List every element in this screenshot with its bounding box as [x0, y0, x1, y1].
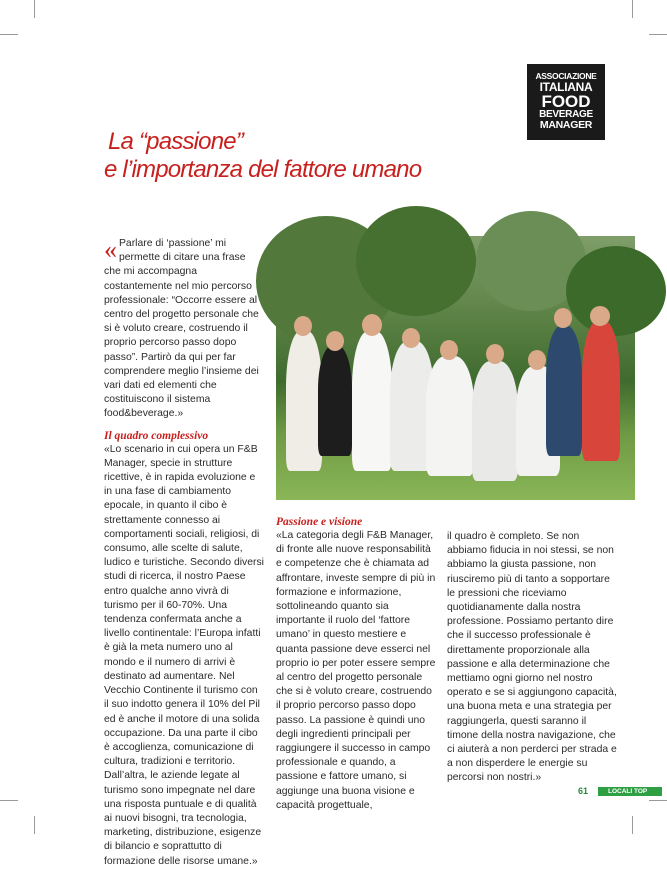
- intro-paragraph: [104, 237, 264, 422]
- text-column-middle: [276, 515, 436, 813]
- text-column-right: [447, 530, 617, 786]
- person-shape: [286, 331, 322, 471]
- crop-mark: [34, 816, 35, 834]
- face-shape: [554, 308, 572, 328]
- group-photo: [276, 236, 635, 500]
- logo-line: FOOD: [541, 91, 591, 111]
- person-shape: [582, 321, 620, 461]
- section-body-passione-part1: «La categoria degli F&B Manager, di fronte alle nuove responsabilità e competenze che è chiamata ad affrontare, investe sempre di più in formazione e informazione, sottolineando quanto sia importante il ruolo del ‘fattore umano’ in questo mestiere e quanta passione deve esserci nel proprio io per poter essere sempre al centro del progetto personale che si è voluto creare, costruendo il proprio percorso passo dopo passo. La passione è quindi uno degli ingredienti principali per raggiungere il successo in campo professionale e quando, a passione e fattore umano, si aggiunge una buona visione e capacità progettuale,: [276, 530, 436, 811]
- logo-line: MANAGER: [539, 118, 593, 131]
- face-shape: [590, 306, 610, 326]
- crop-mark: [0, 800, 18, 801]
- title-line-2: e l’importanza del fattore umano: [104, 156, 422, 183]
- association-logo: [527, 64, 605, 140]
- face-shape: [326, 331, 344, 351]
- text-column-left: [104, 237, 264, 869]
- opening-quote-mark: «: [104, 235, 117, 264]
- section-label: LOCALI TOP: [598, 787, 662, 796]
- crop-mark: [649, 34, 667, 35]
- section-body-quadro: «Lo scenario in cui opera un F&B Manager, specie in strutture ricettive, è in rapida evoluzione e in una fase di cambiamento epocale, in quanto il cibo è strettamente connesso ai comportamenti sociali, religiosi, di consumo, alle scelte di salute, ludico e turistiche. Secondo diversi studi di ricerca, il nostro Paese entro qualche anno vivrà di turismo per il 60-70%. Una tendenza confermata anche a livello continentale: l’Europa infatti è già la meta numero uno al mondo e il numero di arrivi è destinato ad aumentare. Nel Vecchio Continente il turismo con il suo indotto genera il 10% del Pil ed è anche il motore di una solida occupazione. Da una parte il cibo è accoglienza, comunicazione di cultura, tradizioni e territorio. Dall’altra, le aziende legate al turismo sono impegnate nel dare una risposta puntuale e di qualità ai nuovi bisogni, tra tecnologia, marketing, distribuzione, esigenze di bilancio e soprattutto di formazione delle risorse umane.»: [104, 443, 264, 867]
- page-number: 61: [578, 786, 589, 796]
- person-shape: [318, 346, 352, 456]
- tree-shape: [356, 206, 476, 316]
- logo-line: ITALIANA: [539, 79, 593, 94]
- crop-mark: [632, 0, 633, 18]
- section-heading-passione: Passione e visione: [276, 516, 363, 528]
- person-shape: [472, 361, 518, 481]
- logo-line: BEVERAGE: [539, 108, 593, 120]
- crop-mark: [0, 34, 18, 35]
- face-shape: [294, 316, 312, 336]
- article-title: [104, 128, 421, 184]
- person-shape: [352, 331, 392, 471]
- intro-text: Parlare di ‘passione’ mi permette di citare una frase che mi accompagna costantemente nel mio percorso professionale: “Occorre essere al centro del progetto personale che si è voluto creare, costruendo il proprio percorso passo dopo passo”. Partirò da qui per far comprendere meglio l’insieme dei vari dati ed elementi che costituiscono il sistema food&beverage.»: [104, 238, 259, 420]
- crop-mark: [34, 0, 35, 18]
- face-shape: [362, 314, 382, 336]
- page-folio: [578, 786, 662, 797]
- tree-shape: [566, 246, 666, 336]
- section-heading-quadro: Il quadro complessivo: [104, 429, 209, 442]
- crop-mark: [632, 816, 633, 834]
- person-shape: [426, 356, 474, 476]
- face-shape: [486, 344, 504, 364]
- crop-mark: [649, 800, 667, 801]
- section-body-passione-part2: il quadro è completo. Se non abbiamo fiducia in noi stessi, se non abbiamo la giusta passione, non riusciremo più di tanto a sopportare le pressioni che riceviamo quotidianamente dalla nostra professione. Possiamo pertanto dire che il successo professionale è direttamente proporzionale alla passione e alla determinazione che mettiamo ogni giorno nel nostro operato e se si aggiungono capacità, una buona meta e una strategia per raggiungerla, questi saranno il timone della nostra navigazione, che ci aiuterà a non perderci per strada e a non disperdere le energie su percorsi non nostri.»: [447, 531, 617, 784]
- title-line-1: La “passione”: [108, 128, 244, 155]
- face-shape: [528, 350, 546, 370]
- face-shape: [440, 340, 458, 360]
- face-shape: [402, 328, 420, 348]
- person-shape: [546, 326, 582, 456]
- logo-line: ASSOCIAZIONE: [535, 71, 597, 81]
